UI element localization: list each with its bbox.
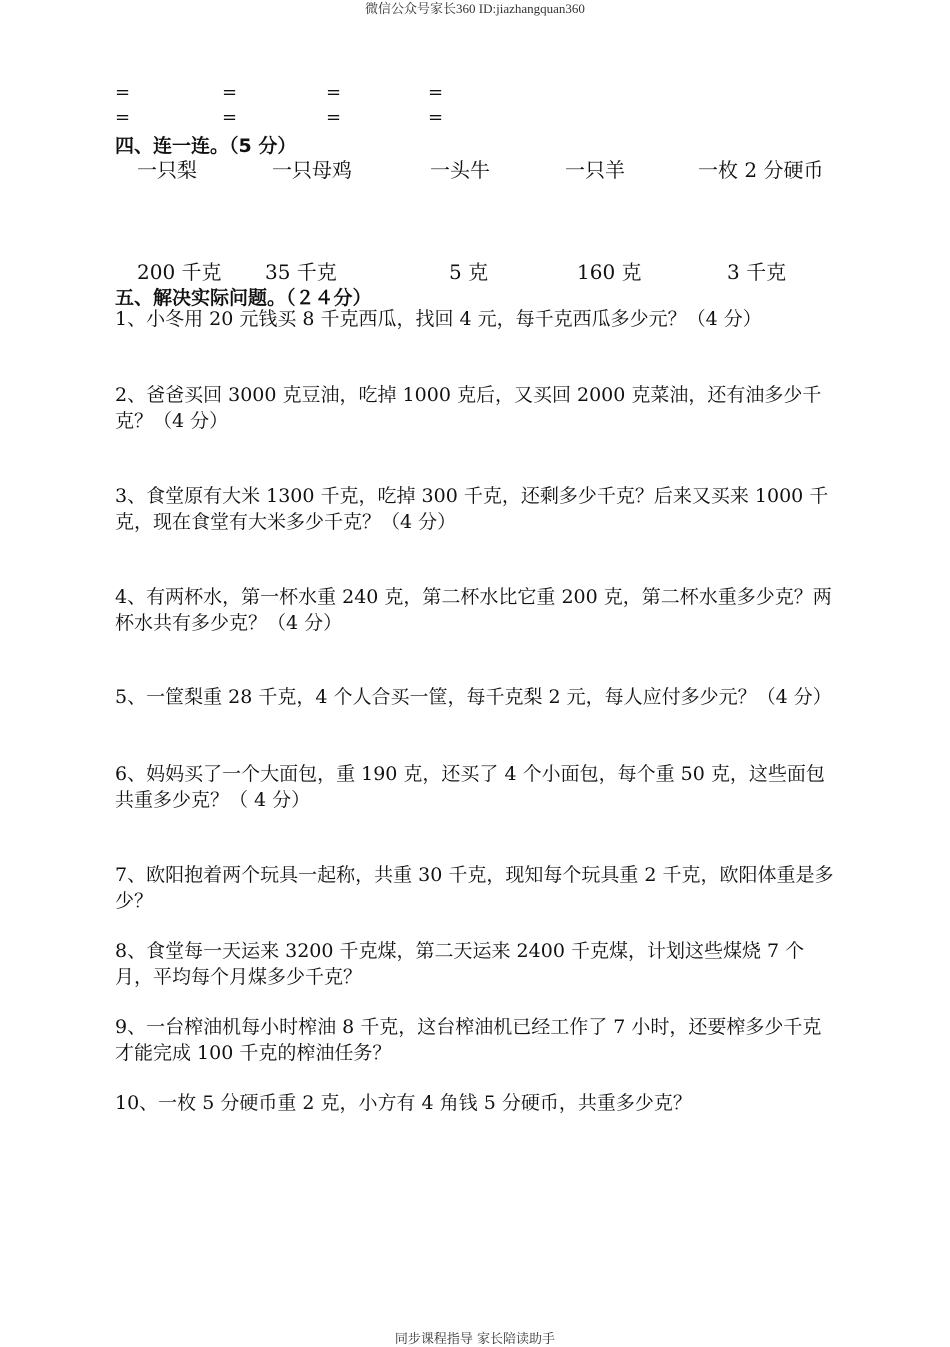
section-5-title: 五、解决实际问题。（２４分） [115, 287, 372, 309]
problem-10: 10、一枚 5 分硬币重 2 克，小方有 4 角钱 5 分硬币，共重多少克？ [115, 1092, 692, 1114]
match-weight: 5 克 [449, 260, 489, 284]
equals-sign: = [115, 82, 131, 103]
match-item-hen: 一只母鸡 [272, 158, 352, 182]
problem-9: 9、一台榨油机每小时榨油 8 千克，这台榨油机已经工作了 7 小时，还要榨多少千克才能完成 100 千克的榨油任务？ [115, 1016, 822, 1064]
problem-8: 8、食堂每一天运来 3200 千克煤，第二天运来 2400 千克煤，计划这些煤烧 7 个月，平均每个月煤多少千克？ [115, 940, 805, 988]
problem-2: 2、爸爸买回 3000 克豆油，吃掉 1000 克后，又买回 2000 克菜油，还有油多少千克？（4 分） [115, 384, 822, 432]
equals-sign: = [428, 82, 444, 103]
equals-sign: = [428, 107, 444, 128]
match-weight: 35 千克 [265, 260, 337, 284]
page-footer: 同步课程指导 家长陪读助手 [394, 1332, 556, 1347]
match-weight: 200 千克 [137, 260, 222, 284]
problem-1: 1、小冬用 20 元钱买 8 千克西瓜，找回 4 元，每千克西瓜多少元？（4 分） [115, 308, 762, 330]
problem-3: 3、食堂原有大米 1300 千克，吃掉 300 千克，还剩多少千克？后来又买来 1000 千克，现在食堂有大米多少千克？（4 分） [115, 485, 829, 533]
equals-sign: = [326, 107, 342, 128]
equals-sign: = [115, 107, 131, 128]
match-weight: 3 千克 [727, 260, 787, 284]
section-4-title: 四、连一连。（5 分） [115, 135, 297, 157]
equals-sign: = [326, 82, 342, 103]
match-item-coin: 一枚 2 分硬币 [698, 158, 824, 182]
equals-sign: = [222, 107, 238, 128]
equals-sign: = [222, 82, 238, 103]
match-item-pear: 一只梨 [137, 158, 197, 182]
problem-7: 7、欧阳抱着两个玩具一起称，共重 30 千克，现知每个玩具重 2 千克，欧阳体重是多少？ [115, 864, 834, 912]
problem-4: 4、有两杯水，第一杯水重 240 克，第二杯水比它重 200 克，第二杯水重多少克？两杯水共有多少克？（4 分） [115, 586, 832, 634]
problem-6: 6、妈妈买了一个大面包，重 190 克，还买了 4 个小面包，每个重 50 克，这些面包共重多少克？（ 4 分） [115, 763, 825, 811]
match-weight: 160 克 [577, 260, 642, 284]
match-item-cow: 一头牛 [430, 158, 490, 182]
problem-5: 5、一筐梨重 28 千克，4 个人合买一筐，每千克梨 2 元，每人应付多少元？（4 分） [115, 686, 832, 708]
page-header: 微信公众号家长360 ID:jiazhangquan360 [365, 1, 585, 16]
match-item-sheep: 一只羊 [565, 158, 625, 182]
